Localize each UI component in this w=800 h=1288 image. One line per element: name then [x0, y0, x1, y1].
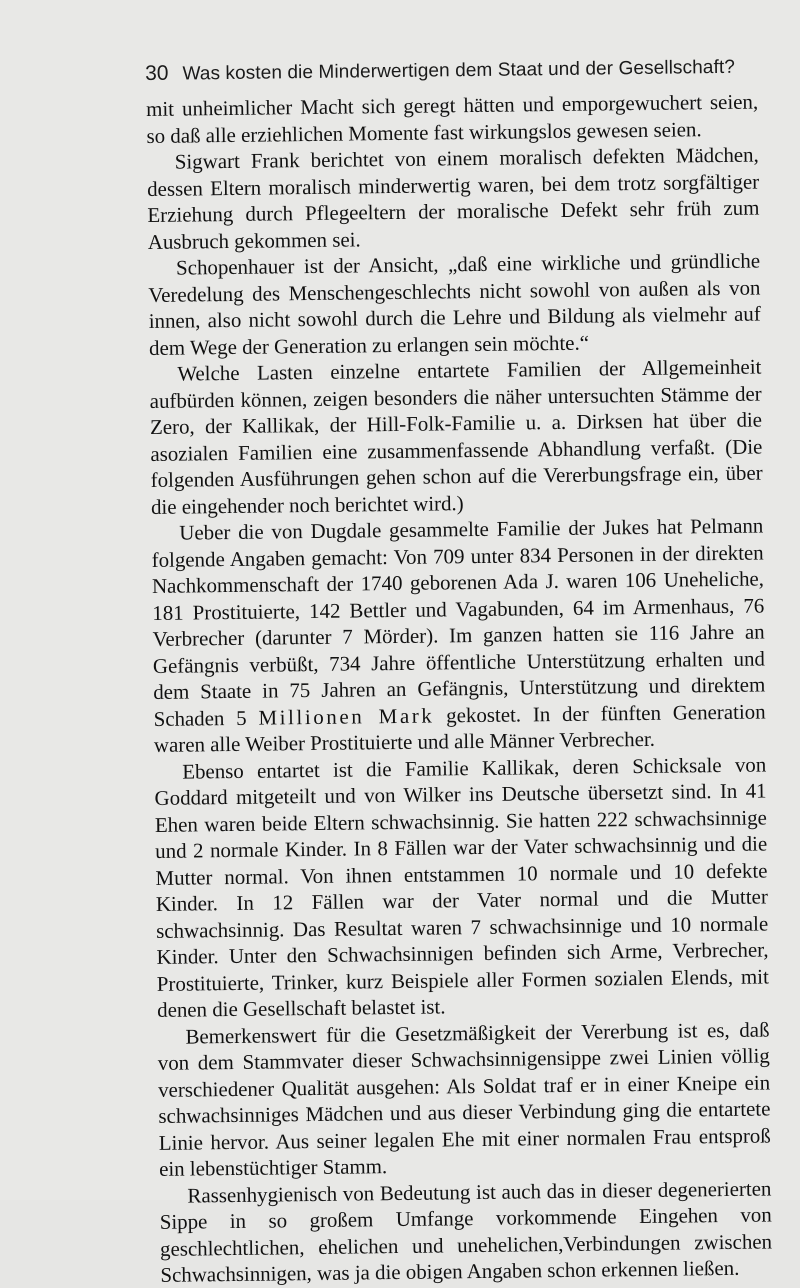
paragraph-kallikak: Ebenso entartet ist die Familie Kallikak, deren Schicksale von Goddard mitgeteilt und von Wilker ins Deutsche übersetzt sind. In 41 Ehen waren beide Eltern schwachsinnig. Sie hatten 222 schwachsinnige und 2 normale Kinder. In 8 Fällen war der Vater schwachsinnig und die Mutter normal. Von ihnen entstammen 10 normale und 10 defekte Kinder. In 12 Fällen war der Vater normal und die Mutter schwachsinnig. Das Resultat waren 7 schwachsinnige und 10 normale Kinder. Unter den Schwachsinnigen befinden sich Arme, Verbrecher, Prostituierte, Trinker, kurz Beispiele aller Formen sozialen Elends, mit denen die Gesellschaft belastet ist. [154, 751, 769, 1022]
paragraph-jukes [151, 512, 766, 758]
paragraph-bemerkenswert: Bemerkenswert für die Gesetzmäßigkeit der Vererbung ist es, daß von dem Stammvater dieser Schwachsinnigensippe zwei Linien völlig verschiedener Qualität ausgehen: Als Soldat traf er in einer Kneipe ein schwachsinniges Mädchen und aus dieser Verbindung ging die entartete Linie hervor. Aus seiner legalen Ehe mit einer normalen Frau entsproß ein lebenstüchtiger Stamm. [157, 1016, 771, 1181]
paragraph-schopenhauer: Schopenhauer ist der Ansicht, „daß eine wirkliche und gründliche Veredelung des Menschengeschlechts nicht sowohl von außen als von innen, also nicht sowohl durch die Lehre und Bildung als vielmehr auf dem Wege der Generation zu erlangen sein möchte.“ [148, 248, 761, 360]
running-head [145, 54, 765, 92]
body-text [146, 89, 773, 1288]
paragraph-sigwart-frank: Sigwart Frank berichtet von einem moralisch defekten Mädchen, dessen Eltern moralisch minderwertig waren, bei dem trotz sorgfältiger Erziehung durch Pflegeeltern der moralische Defekt sehr früh zum Ausbruch gekommen sei. [146, 142, 760, 254]
running-title: Was kosten die Minderwertigen dem Staat und der Gesellschaft? [182, 56, 736, 85]
paragraph-rassenhygienisch: Rassenhygienisch von Bedeutung ist auch das in dieser degenerierten Sippe in so großem Umfange vorkommende Eingehen von geschlechtlichen, ehelichen und unehelichen,Verbindungen zwischen Schwachsinnigen, was ja die obigen Angaben schon erkennen ließen. [159, 1175, 773, 1287]
paragraph-continuation: mit unheimlicher Macht sich geregt hätten und emporgewuchert seien, so daß alle erziehlichen Momente fast wirkungslos gewesen seien. [146, 89, 759, 148]
jukes-text-before: Ueber die von Dugdale gesammelte Familie der Jukes hat Pelmann folgende Angaben gemacht: Von 709 unter 834 Personen in der direkten Nachkommenschaft der 1740 geborenen Ada J. waren 106 Uneheliche, 181 Prostituierte, 142 Bettler und Vagabunden, 64 im Armenhaus, 76 Verbrecher (darunter 7 Mörder). Im ganzen hatten sie 116 Jahre an Gefängnis verbüßt, 734 Jahre öffentliche Unterstützung erhalten und dem Staate in 75 Jahren an Gefängnis, Unterstützung und direktem Schaden 5 [151, 513, 766, 731]
emphasis-millionen-mark: Millionen Mark [258, 703, 435, 730]
paragraph-welche-lasten: Welche Lasten einzelne entartete Familien der Allgemeinheit aufbürden können, zeigen besonders die näher untersuchten Stämme der Zero, der Kallikak, der Hill-Folk-Familie u. a. Dirksen hat über die asozialen Familien eine zusammenfassende Abhandlung verfaßt. (Die folgenden Ausführungen gehen schon auf die Vererbungsfrage ein, über die eingehender noch berichtet wird.) [149, 354, 763, 519]
jukes-text-after: gekostet. In der fünften Generation waren alle Weiber Prostituierte und alle Männer Verbrecher. [153, 698, 766, 757]
page-number: 30 [145, 61, 169, 85]
